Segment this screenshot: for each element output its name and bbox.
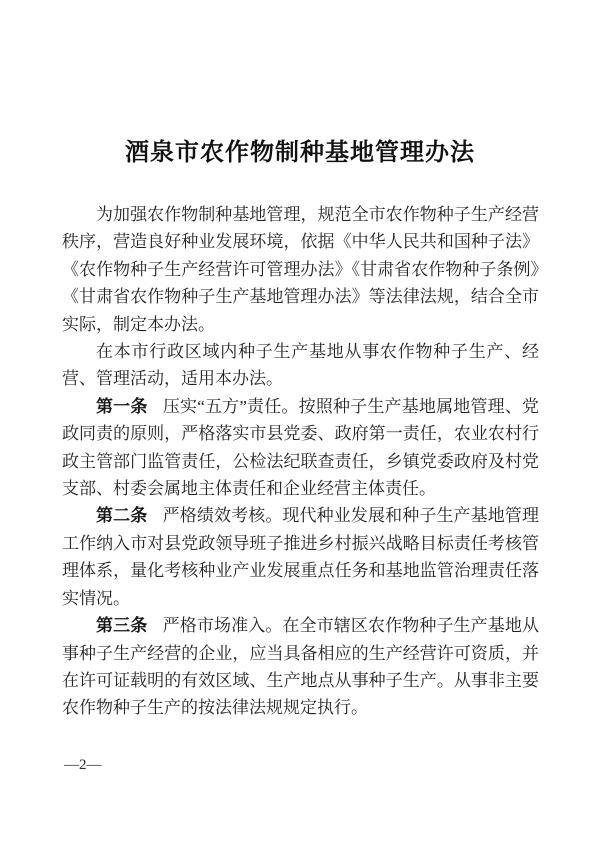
document-title: 酒泉市农作物制种基地管理办法 (125, 139, 475, 166)
scope-paragraph-text: 在本市行政区域内种子生产基地从事农作物种子生产、经营、管理活动，适用本办法。 (62, 342, 539, 389)
article-3-label: 第三条 (96, 616, 148, 636)
article-3 (62, 612, 539, 722)
intro-paragraph (62, 201, 539, 338)
document-body (62, 201, 539, 722)
article-1-label: 第一条 (96, 396, 148, 416)
article-1 (62, 393, 539, 503)
article-3-text: 严格市场准入。在全市辖区农作物种子生产基地从事种子生产经营的企业，应当具备相应的生产经营许可资质，并在许可证载明的有效区域、生产地点从事种子生产。从事非主要农作物种子生产的按法律法规规定执行。 (62, 616, 540, 718)
article-2 (62, 502, 539, 612)
article-1-text: 压实“五方”责任。按照种子生产基地属地管理、党政同责的原则，严格落实市县党委、政府第一责任，农业农村行政主管部门监管责任，公检法纪联查责任，乡镇党委政府及村党支部、村委会属地主体责任和企业经营主体责任。 (62, 396, 540, 499)
article-2-label: 第二条 (96, 506, 148, 526)
scope-paragraph (62, 338, 539, 393)
page-number: —2— (64, 757, 102, 773)
intro-paragraph-text: 为加强农作物制种基地管理，规范全市农作物种子生产经营秩序，营造良好种业发展环境，依据《中华人民共和国种子法》《农作物种子生产经营许可管理办法》《甘肃省农作物种子条例》《甘肃省农作物种子生产基地管理办法》等法律法规，结合全市实际，制定本办法。 (62, 205, 539, 334)
article-2-text: 严格绩效考核。现代种业发展和种子生产基地管理工作纳入市对县党政领导班子推进乡村振兴战略目标责任考核管理体系，量化考核种业产业发展重点任务和基地监管治理责任落实情况。 (62, 506, 540, 608)
